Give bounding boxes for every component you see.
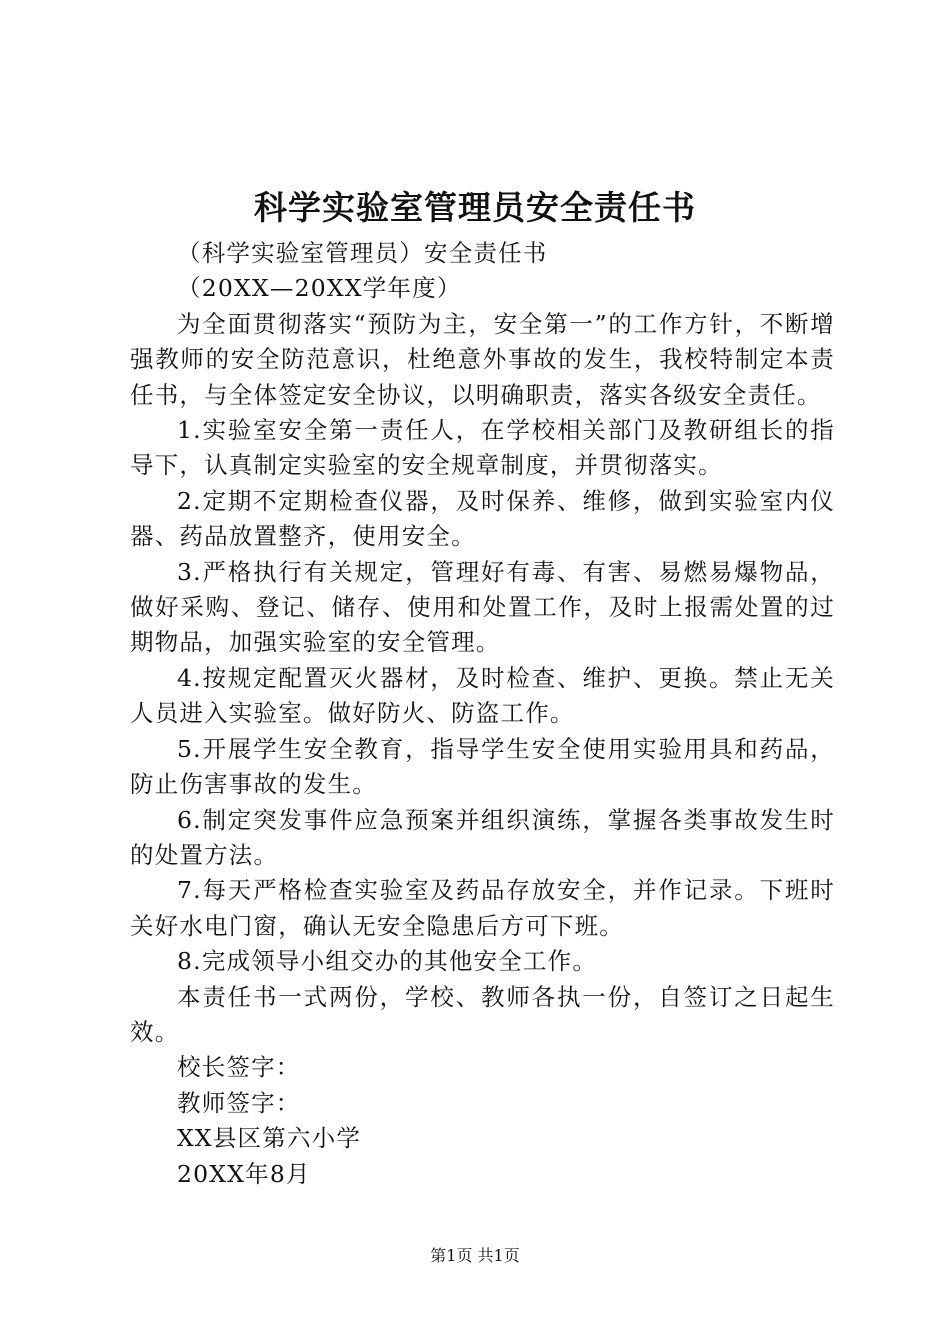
responsibility-item: 1.实验室安全第一责任人，在学校相关部门及教研组长的指导下，认真制定实验室的安全规章制度，并贯彻落实。 — [130, 416, 835, 480]
responsibility-item: 5.开展学生安全教育，指导学生安全使用实验用具和药品，防止伤害事故的发生。 — [130, 734, 835, 799]
principal-signature-line: 校长签字： — [177, 1053, 301, 1082]
responsibility-item: 3.严格执行有关规定，管理好有毒、有害、易燃易爆物品，做好采购、登记、储存、使用和处置工作，及时上报需处置的过期物品，加强实验室的安全管理。 — [130, 557, 835, 657]
year-line: （20XX—20XX学年度） — [177, 274, 462, 303]
subtitle-line: （科学实验室管理员）安全责任书 — [177, 239, 548, 267]
school-name: XX县区第六小学 — [177, 1124, 362, 1153]
teacher-signature-line: 教师签字： — [177, 1088, 301, 1117]
responsibility-item: 4.按规定配置灭火器材，及时检查、维护、更换。禁止无关人员进入实验室。做好防火、防盗工作。 — [130, 663, 835, 728]
responsibility-item: 7.每天严格检查实验室及药品存放安全，并作记录。下班时关好水电门窗，确认无安全隐患后方可下班。 — [130, 876, 835, 940]
document-date: 20XX年8月 — [177, 1159, 311, 1188]
responsibility-item: 6.制定突发事件应急预案并组织演练，掌握各类事故发生时的处置方法。 — [130, 805, 835, 869]
intro-paragraph: 为全面贯彻落实“预防为主，安全第一”的工作方针，不断增强教师的安全防范意识，杜绝意外事故的发生，我校特制定本责任书，与全体签定安全协议，以明确职责，落实各级安全责任。 — [130, 309, 835, 409]
closing-paragraph: 本责任书一式两份，学校、教师各执一份，自签订之日起生效。 — [130, 982, 835, 1046]
page-footer: 第1页 共1页 — [430, 1246, 520, 1265]
responsibility-item: 8.完成领导小组交办的其他安全工作。 — [177, 947, 598, 976]
responsibility-item: 2.定期不定期检查仪器，及时保养、维修，做到实验室内仪器、药品放置整齐，使用安全。 — [130, 486, 835, 551]
document-title: 科学实验室管理员安全责任书 — [254, 188, 696, 227]
document-body — [130, 236, 835, 1192]
